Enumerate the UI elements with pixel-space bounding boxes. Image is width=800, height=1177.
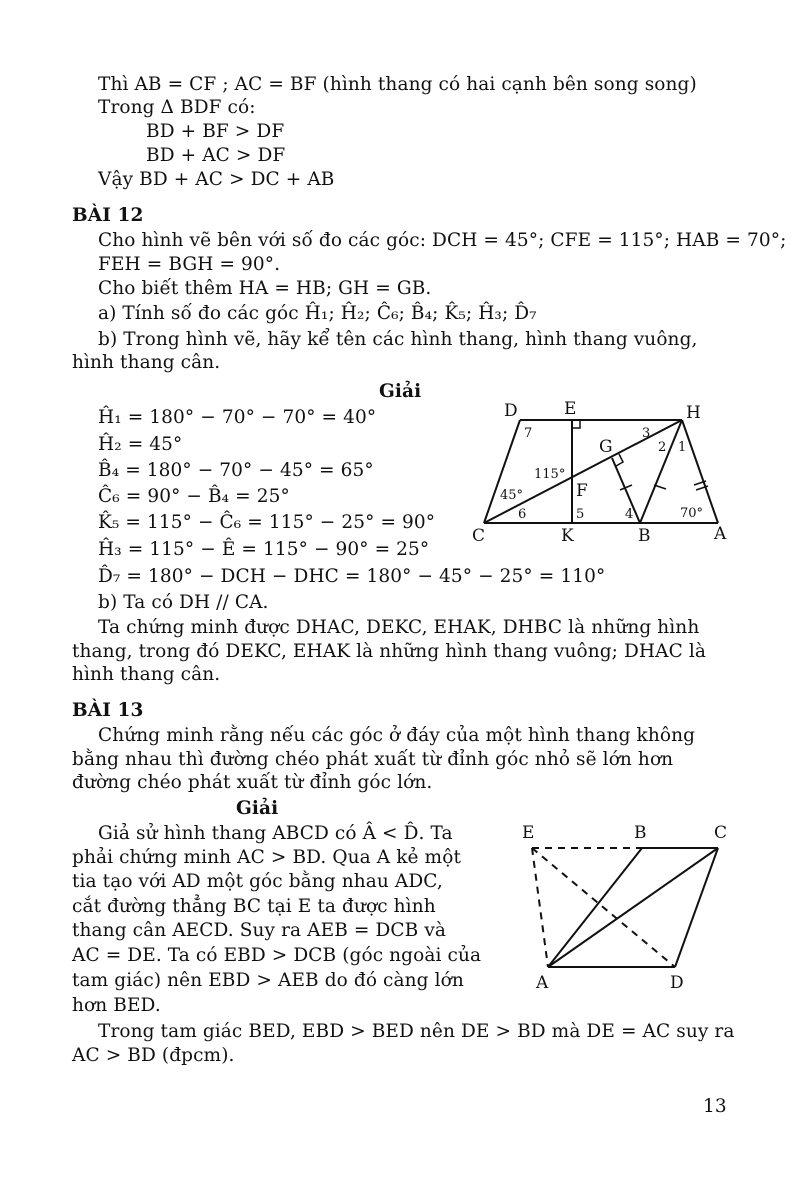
bai13-s5: thang cân AECD. Suy ra AEB = DCB và — [72, 920, 446, 941]
angle-3: 3 — [642, 426, 651, 441]
bai12-b-line: b) Ta có DH // CA. — [98, 592, 269, 613]
label-e: E — [522, 823, 535, 843]
bai12-p6: hình thang cân. — [72, 352, 221, 373]
bai13-p1: Chứng minh rằng nếu các góc ở đáy của một hình thang không — [98, 725, 696, 746]
bai13-s2: phải chứng minh AC > BD. Qua A kẻ một — [72, 847, 461, 868]
bai12-sol-7: D̂₇ = 180° − DCH − DHC = 180° − 45° − 25° = 110° — [98, 566, 606, 587]
angle-115: 115° — [534, 467, 566, 482]
bai13-s1: Giả sử hình thang ABCD có Â < D̂. Ta — [98, 823, 453, 844]
bai12-sol-5: K̂₅ = 115° − Ĉ₆ = 115° − 25° = 90° — [98, 512, 436, 533]
label-a: A — [714, 524, 727, 544]
intro-line-4: BD + AC > DF — [146, 145, 286, 166]
label-c: C — [472, 526, 486, 546]
bai12-sol-6: Ĥ₃ = 115° − Ê = 115° − 90° = 25° — [98, 539, 430, 560]
angle-45: 45° — [500, 488, 524, 503]
bai12-sol-1: Ĥ₁ = 180° − 70° − 70° = 40° — [98, 407, 377, 428]
bai12-sol-3: B̂₄ = 180° − 70° − 45° = 65° — [98, 460, 374, 481]
label-b: B — [634, 823, 647, 843]
bai12-p5: b) Trong hình vẽ, hãy kể tên các hình thang, hình thang vuông, — [98, 329, 698, 350]
bai13-s3: tia tạo với AD một góc bằng nhau ADC, — [72, 871, 443, 892]
label-d: D — [504, 401, 518, 421]
bai12-c2: thang, trong đó DEKC, EHAK là những hình thang vuông; DHAC là — [72, 641, 706, 662]
angle-1: 1 — [678, 440, 687, 455]
angle-70: 70° — [680, 506, 704, 521]
segment-cd — [675, 848, 718, 967]
bai12-p3: Cho biết thêm HA = HB; GH = GB. — [98, 278, 432, 299]
segment-ab — [548, 848, 642, 967]
intro-line-3: BD + BF > DF — [146, 121, 285, 142]
bai13-s6: AC = DE. Ta có EBD > DCB (góc ngoài của — [72, 945, 482, 966]
label-b: B — [638, 526, 651, 546]
bai12-sol-4: Ĉ₆ = 90° − B̂₄ = 25° — [98, 486, 290, 507]
bai13-p2: bằng nhau thì đường chéo phát xuất từ đỉnh góc nhỏ sẽ lớn hơn — [72, 749, 674, 770]
bai12-c3: hình thang cân. — [72, 664, 221, 685]
intro-line-5: Vậy BD + AC > DC + AB — [98, 169, 335, 190]
label-f: F — [576, 481, 588, 501]
angle-5: 5 — [576, 507, 585, 522]
label-a: A — [536, 973, 549, 993]
tick-hb — [654, 485, 666, 489]
bai13-figure — [510, 820, 745, 995]
intro-line-2: Trong Δ BDF có: — [98, 97, 256, 118]
angle-6: 6 — [518, 507, 527, 522]
bai12-giai-title: Giải — [379, 381, 422, 402]
label-c: C — [714, 823, 728, 843]
bai12-p2: FEH = BGH = 90°. — [98, 254, 281, 275]
bai12-sol-2: Ĥ₂ = 45° — [98, 434, 183, 455]
bai12-figure — [460, 396, 740, 546]
page-number: 13 — [703, 1096, 727, 1117]
label-d: D — [670, 973, 684, 993]
bai13-s7: tam giác) nên EBD > AEB do đó càng lớn — [72, 970, 464, 991]
bai12-c1: Ta chứng minh được DHAC, DEKC, EHAK, DHBC là những hình — [98, 617, 700, 638]
intro-line-1: Thì AB = CF ; AC = BF (hình thang có hai cạnh bên song song) — [98, 74, 697, 95]
angle-2: 2 — [658, 440, 667, 455]
bai13-s10: AC > BD (đpcm). — [72, 1045, 235, 1066]
right-angle-e — [572, 420, 580, 428]
angle-4: 4 — [625, 507, 634, 522]
bai13-s9: Trong tam giác BED, EBD > BED nên DE > BD mà DE = AC suy ra — [98, 1021, 735, 1042]
segment-ac — [548, 848, 718, 967]
bai12-p1: Cho hình vẽ bên với số đo các góc: DCH = 45°; CFE = 115°; HAB = 70°; — [98, 230, 787, 251]
label-k: K — [561, 526, 574, 546]
bai13-s8: hơn BED. — [72, 995, 161, 1016]
bai12-p4: a) Tính số đo các góc Ĥ₁; Ĥ₂; Ĉ₆; B̂₄; K̂₅; Ĥ₃; D̂₇ — [98, 303, 537, 324]
segment-ed — [532, 848, 675, 967]
label-h: H — [686, 403, 701, 423]
right-angle-g — [616, 454, 623, 466]
bai13-giai-title: Giải — [236, 798, 279, 819]
bai13-p3: đường chéo phát xuất từ đỉnh góc lớn. — [72, 772, 433, 793]
bai13-heading: BÀI 13 — [72, 700, 144, 721]
angle-7: 7 — [524, 426, 533, 441]
label-e: E — [564, 399, 577, 419]
label-g: G — [599, 437, 613, 457]
segment-ea — [532, 848, 548, 967]
bai13-s4: cắt đường thẳng BC tại E ta được hình — [72, 896, 436, 917]
bai12-heading: BÀI 12 — [72, 205, 144, 226]
